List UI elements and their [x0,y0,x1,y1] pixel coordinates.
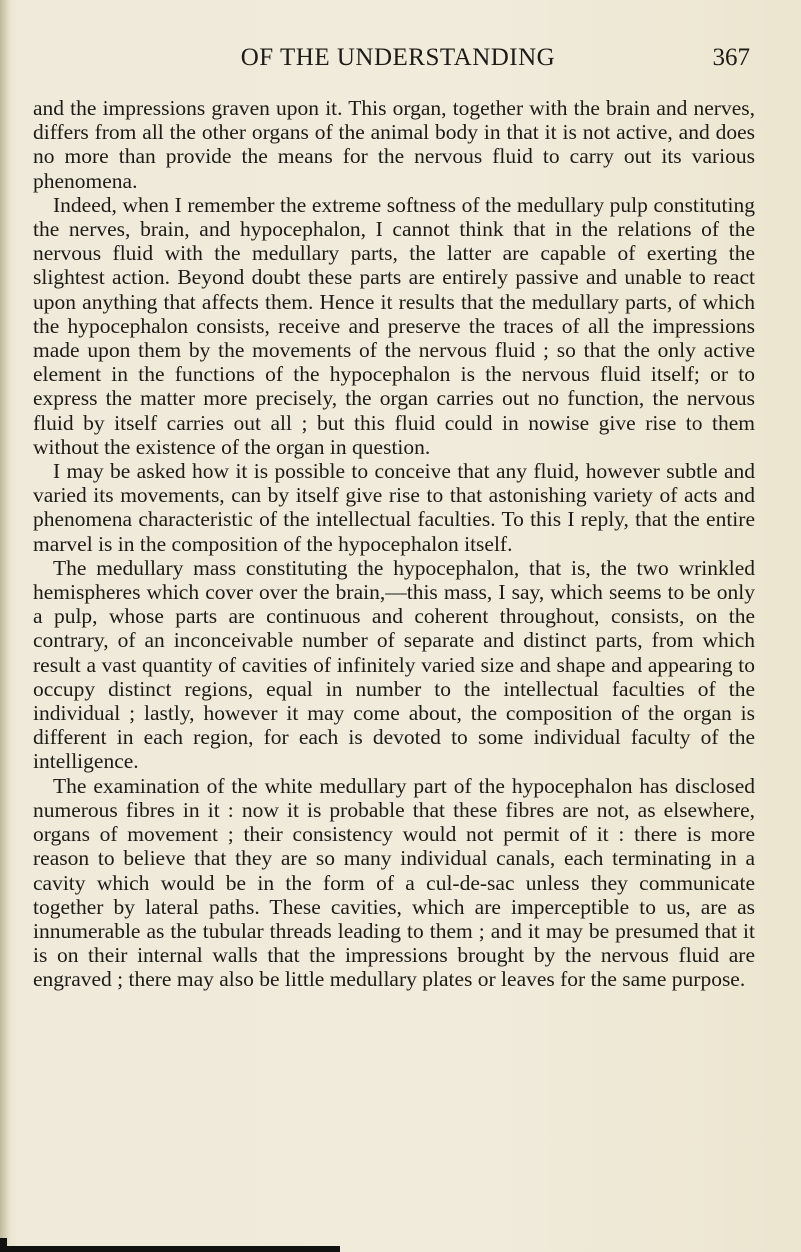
paragraph: The examination of the white medullary part of the hypocephalon has disclosed numerous fibres in it : now it is probable that these fibres are not, as elsewhere, organs of movement ; their consistency would not permit of it : there is more reason to believe that they are so many individual canals, each terminating in a cavity which would be in the form of a cul-de-sac unless they communicate together by lateral paths. These cavities, which are imperceptible to us, are as innumerable as the tubular threads leading to them ; and it may be presumed that it is on their internal walls that the impressions brought by the nervous fluid are engraved ; there may also be little medullary plates or leaves for the same purpose. [33,773,755,992]
page-header [88,44,768,74]
paragraph: and the impressions graven upon it. This organ, together with the brain and nerves, differs from all the other organs of the animal body in that it is not active, and does no more than provide the means for the nervous fluid to carry out its various phenomena. [33,96,755,193]
spine-shadow [0,0,10,1252]
page-number: 367 [712,44,750,71]
paragraph: Indeed, when I remember the extreme softness of the medullary pulp constituting the nerves, brain, and hypocephalon, I cannot think that in the relations of the nervous fluid with the medullary parts, the latter are capable of exerting the slightest action. Beyond doubt these parts are entirely passive and unable to react upon anything that affects them. Hence it results that the medullary parts, of which the hypocephalon consists, receive and preserve the traces of all the impressions made upon them by the movements of the nervous fluid ; so that the only active element in the functions of the hypocephalon is the nervous fluid itself; or to express the matter more precisely, the organ carries out no function, the nervous fluid by itself carries out all ; but this fluid could in nowise give rise to them without the existence of the organ in question. [33,192,755,459]
page-edge-shadow [0,1238,340,1252]
body-text [33,96,755,992]
running-title: OF THE UNDERSTANDING [240,44,556,71]
paragraph: I may be asked how it is possible to conceive that any fluid, however subtle and varied its movements, can by itself give rise to that astonishing variety of acts and phenomena characteristic of the intellectual faculties. To this I reply, that the entire marvel is in the composition of the hypocephalon itself. [33,459,755,556]
paragraph: The medullary mass constituting the hypocephalon, that is, the two wrinkled hemispheres which cover over the brain,—this mass, I say, which seems to be only a pulp, whose parts are continuous and coherent throughout, consists, on the contrary, of an inconceivable number of separate and distinct parts, from which result a vast quantity of cavities of infinitely varied size and shape and appearing to occupy distinct regions, equal in number to the intellectual faculties of the individual ; lastly, however it may come about, the composition of the organ is different in each region, for each is devoted to some individual faculty of the intelligence. [33,555,755,774]
